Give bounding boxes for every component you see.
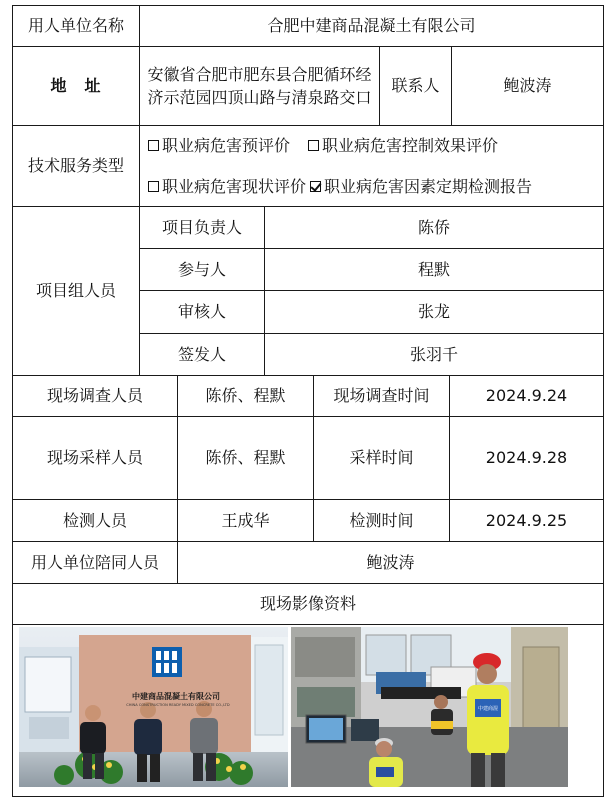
testing-time-label: 检测时间 [313, 499, 450, 542]
site-photo-control-room [291, 627, 568, 787]
team-role: 参与人 [139, 248, 265, 291]
checkbox-icon[interactable] [308, 140, 319, 151]
service-options-row-2 [148, 175, 532, 198]
service-option-label: 职业病危害现状评价 [162, 177, 307, 196]
site-photos [19, 627, 568, 787]
company-sign-english-text: CHINA CONSTRUCTION READY MIXED CONCRETE CO.,LTD [126, 703, 230, 707]
site-photo-entrance [19, 627, 288, 787]
entrance-photo-illustration [19, 627, 288, 787]
survey-time-label: 现场调查时间 [313, 375, 450, 417]
checkbox-icon[interactable] [148, 181, 159, 192]
address-value: 安徽省合肥市肥东县合肥循环经济示范园四顶山路与清泉路交口 [139, 46, 380, 126]
company-sign-text: 中建商品混凝土有限公司 [132, 692, 220, 701]
service-option-label: 职业病危害控制效果评价 [322, 135, 499, 155]
contact-label: 联系人 [379, 46, 452, 126]
site-photos-label: 现场影像资料 [12, 583, 604, 625]
vest-logo-text: 中建商混 [477, 706, 498, 712]
checkbox-icon[interactable] [148, 140, 159, 151]
testing-staff-value: 王成华 [177, 499, 314, 542]
team-member: 程默 [264, 248, 604, 291]
testing-time-value: 2024.9.25 [449, 499, 604, 542]
service-type-label: 技术服务类型 [12, 125, 140, 207]
escort-value: 鲍波涛 [177, 541, 604, 584]
team-member: 张龙 [264, 290, 604, 334]
checkbox-checked-icon[interactable] [310, 181, 321, 192]
service-option-status-evaluation[interactable] [148, 175, 306, 198]
team-role: 项目负责人 [139, 206, 265, 249]
control-room-photo-illustration [291, 627, 568, 787]
survey-time-value: 2024.9.24 [449, 375, 604, 417]
survey-staff-value: 陈侨、程默 [177, 375, 314, 417]
team-role: 审核人 [139, 290, 265, 334]
unit-name-label: 用人单位名称 [12, 5, 140, 47]
testing-staff-label: 检测人员 [12, 499, 178, 542]
service-option-label: 职业病危害预评价 [162, 135, 291, 155]
team-member: 陈侨 [264, 206, 604, 249]
team-label: 项目组人员 [12, 206, 140, 376]
service-type-options [139, 125, 604, 207]
team-member: 张羽千 [264, 333, 604, 376]
team-role: 签发人 [139, 333, 265, 376]
sampling-staff-value: 陈侨、程默 [177, 416, 314, 500]
sampling-staff-label: 现场采样人员 [12, 416, 178, 500]
address-label: 地 址 [12, 46, 140, 126]
survey-staff-label: 现场调查人员 [12, 375, 178, 417]
escort-label: 用人单位陪同人员 [12, 541, 178, 584]
service-option-label: 职业病危害因素定期检测报告 [324, 177, 533, 196]
sampling-time-value: 2024.9.28 [449, 416, 604, 500]
sampling-time-label: 采样时间 [313, 416, 450, 500]
service-option-control-effect[interactable] [308, 134, 498, 157]
service-options-row-1 [148, 134, 498, 157]
service-option-pre-evaluation[interactable] [148, 134, 290, 157]
contact-value: 鲍波涛 [451, 46, 604, 126]
unit-name-value: 合肥中建商品混凝土有限公司 [139, 5, 604, 47]
service-option-periodic-testing[interactable] [310, 175, 532, 198]
